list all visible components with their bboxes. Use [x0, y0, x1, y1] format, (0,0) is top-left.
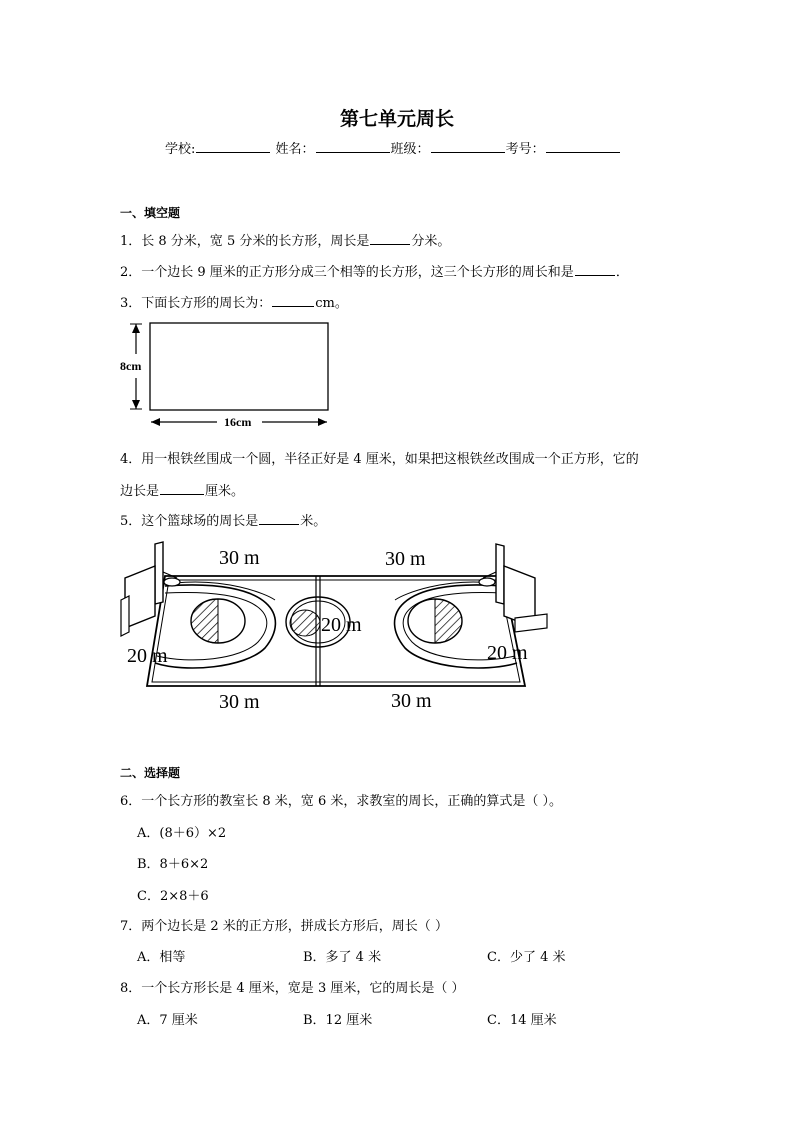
q8-option-a[interactable]: A．7 厘米 — [137, 1013, 198, 1028]
number-field[interactable] — [546, 138, 620, 153]
left-rim — [164, 578, 180, 586]
question-2-text: 2．一个边长 9 厘米的正方形分成三个相等的长方形，这三个长方形的周长和是 — [120, 265, 574, 280]
q7-option-c[interactable]: C．少了 4 米 — [487, 950, 566, 965]
section-heading-fill-blank: 一、填空题 — [120, 206, 181, 220]
label-right-side: 20 m — [487, 642, 528, 664]
width-arrowhead-left — [151, 418, 160, 426]
rectangle-shape — [150, 323, 328, 410]
school-field[interactable] — [196, 138, 270, 153]
answer-blank-3[interactable] — [272, 294, 314, 307]
question-4-text: 边长是 — [120, 484, 160, 499]
question-8: 8．一个长方形长是 4 厘米，宽是 3 厘米，它的周长是（ ） — [120, 981, 465, 996]
height-arrowhead-down — [132, 400, 140, 409]
question-6: 6．一个长方形的教室长 8 米，宽 6 米，求教室的周长，正确的算式是（ ）。 — [120, 794, 562, 809]
label-top-right: 30 m — [385, 548, 426, 570]
q6-option-c[interactable]: C．2×8＋6 — [137, 889, 209, 904]
right-rim-arm — [483, 572, 496, 578]
question-2-end: ． — [615, 265, 629, 280]
class-field[interactable] — [431, 138, 505, 153]
label-left-side: 20 m — [127, 645, 168, 667]
q7-option-b[interactable]: B．多了 4 米 — [303, 950, 382, 965]
question-3-text: 3．下面长方形的周长为： — [120, 296, 272, 311]
school-label: 学校: — [165, 142, 196, 157]
width-arrowhead-right — [318, 418, 327, 426]
question-1 — [120, 230, 450, 249]
label-center: 20 m — [321, 614, 362, 636]
q8-option-c[interactable]: C．14 厘米 — [487, 1013, 557, 1028]
name-field[interactable] — [316, 138, 390, 153]
left-backboard-base — [121, 596, 129, 636]
label-bottom-left: 30 m — [219, 691, 260, 713]
question-2 — [120, 261, 629, 280]
right-circle-hatch — [435, 599, 462, 643]
q6-option-a[interactable]: A．(8＋6）×2 — [137, 826, 227, 841]
question-4-unit: 厘米。 — [205, 484, 245, 499]
q8-option-b[interactable]: B．12 厘米 — [303, 1013, 373, 1028]
height-arrowhead-up — [132, 324, 140, 333]
class-label: 班级： — [390, 142, 430, 157]
question-5 — [120, 510, 326, 529]
width-label: 16cm — [224, 415, 252, 429]
question-4-line2 — [120, 480, 244, 499]
height-label: 8cm — [120, 359, 142, 373]
q7-option-a[interactable]: A．相等 — [137, 950, 186, 965]
right-rim — [479, 578, 495, 586]
basketball-court-figure — [115, 538, 555, 718]
answer-blank-5[interactable] — [259, 512, 299, 525]
answer-blank-4[interactable] — [160, 482, 204, 495]
question-5-text: 5．这个篮球场的周长是 — [120, 514, 259, 529]
label-top-left: 30 m — [219, 547, 260, 569]
name-label: 姓名： — [275, 142, 315, 157]
label-bottom-right: 30 m — [391, 690, 432, 712]
student-info-line — [165, 138, 621, 157]
section-heading-multiple-choice: 二、选择题 — [120, 766, 181, 780]
right-backboard-pole — [496, 544, 504, 604]
center-circle-hatch — [290, 610, 320, 636]
rectangle-figure — [112, 318, 342, 434]
question-1-text: 1．长 8 分米，宽 5 分米的长方形，周长是 — [120, 234, 370, 249]
page-title: 第七单元周长 — [339, 108, 454, 130]
left-circle-hatch — [191, 599, 218, 643]
question-4-line1: 4．用一根铁丝围成一个圆，半径正好是 4 厘米，如果把这根铁丝改围成一个正方形，它的 — [120, 452, 639, 467]
answer-blank-1[interactable] — [370, 232, 410, 245]
number-label: 考号： — [505, 142, 545, 157]
question-3-unit: cm。 — [315, 296, 348, 311]
question-7: 7．两个边长是 2 米的正方形，拼成长方形后，周长（ ） — [120, 919, 448, 934]
question-1-unit: 分米。 — [411, 234, 451, 249]
question-5-unit: 米。 — [300, 514, 327, 529]
answer-blank-2[interactable] — [575, 263, 615, 276]
q6-option-b[interactable]: B．8＋6×2 — [137, 857, 209, 872]
left-backboard-pole — [155, 542, 163, 604]
question-3 — [120, 292, 348, 311]
